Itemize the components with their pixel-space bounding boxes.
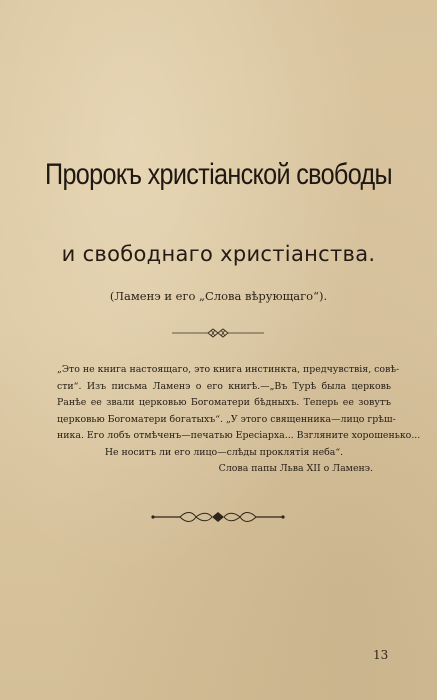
- quote-line: Не носитъ ли его лицо—слѣды проклятія неба“.: [104, 446, 344, 458]
- quote-line: церковью Богоматери богатыхъ“. „У этого священника—лицо грѣш-: [57, 413, 396, 425]
- page-subtitle: и свободнаго христіанства.: [61, 242, 376, 266]
- page-title: Пророкъ христіанской свободы: [45, 158, 392, 191]
- byline: (Ламенэ и его „Слова вѣрующаго“).: [109, 289, 328, 303]
- quote-line: Ранѣе ее звали церковью Богоматери бѣдныхъ. Теперь ее зовутъ: [57, 397, 391, 408]
- quote-attribution: Слова папы Льва XII о Ламенэ.: [218, 463, 373, 474]
- quote-line: сти“. Изъ письма Ламенэ о его книгѣ.—„Въ Турѣ была церковь: [57, 380, 391, 392]
- ornament-divider-large-icon: [150, 510, 286, 524]
- quote-line: ника. Его лобъ отмѣченъ—печатью Ересіарха... Взгляните хорошенько...: [57, 430, 421, 441]
- quote-line: „Это не книга настоящаго, это книга инстинкта, предчувствія, совѣ-: [57, 364, 400, 375]
- ornament-divider-small-icon: [170, 328, 266, 338]
- page-number: 13: [373, 648, 389, 662]
- epigraph-quote: [57, 362, 421, 478]
